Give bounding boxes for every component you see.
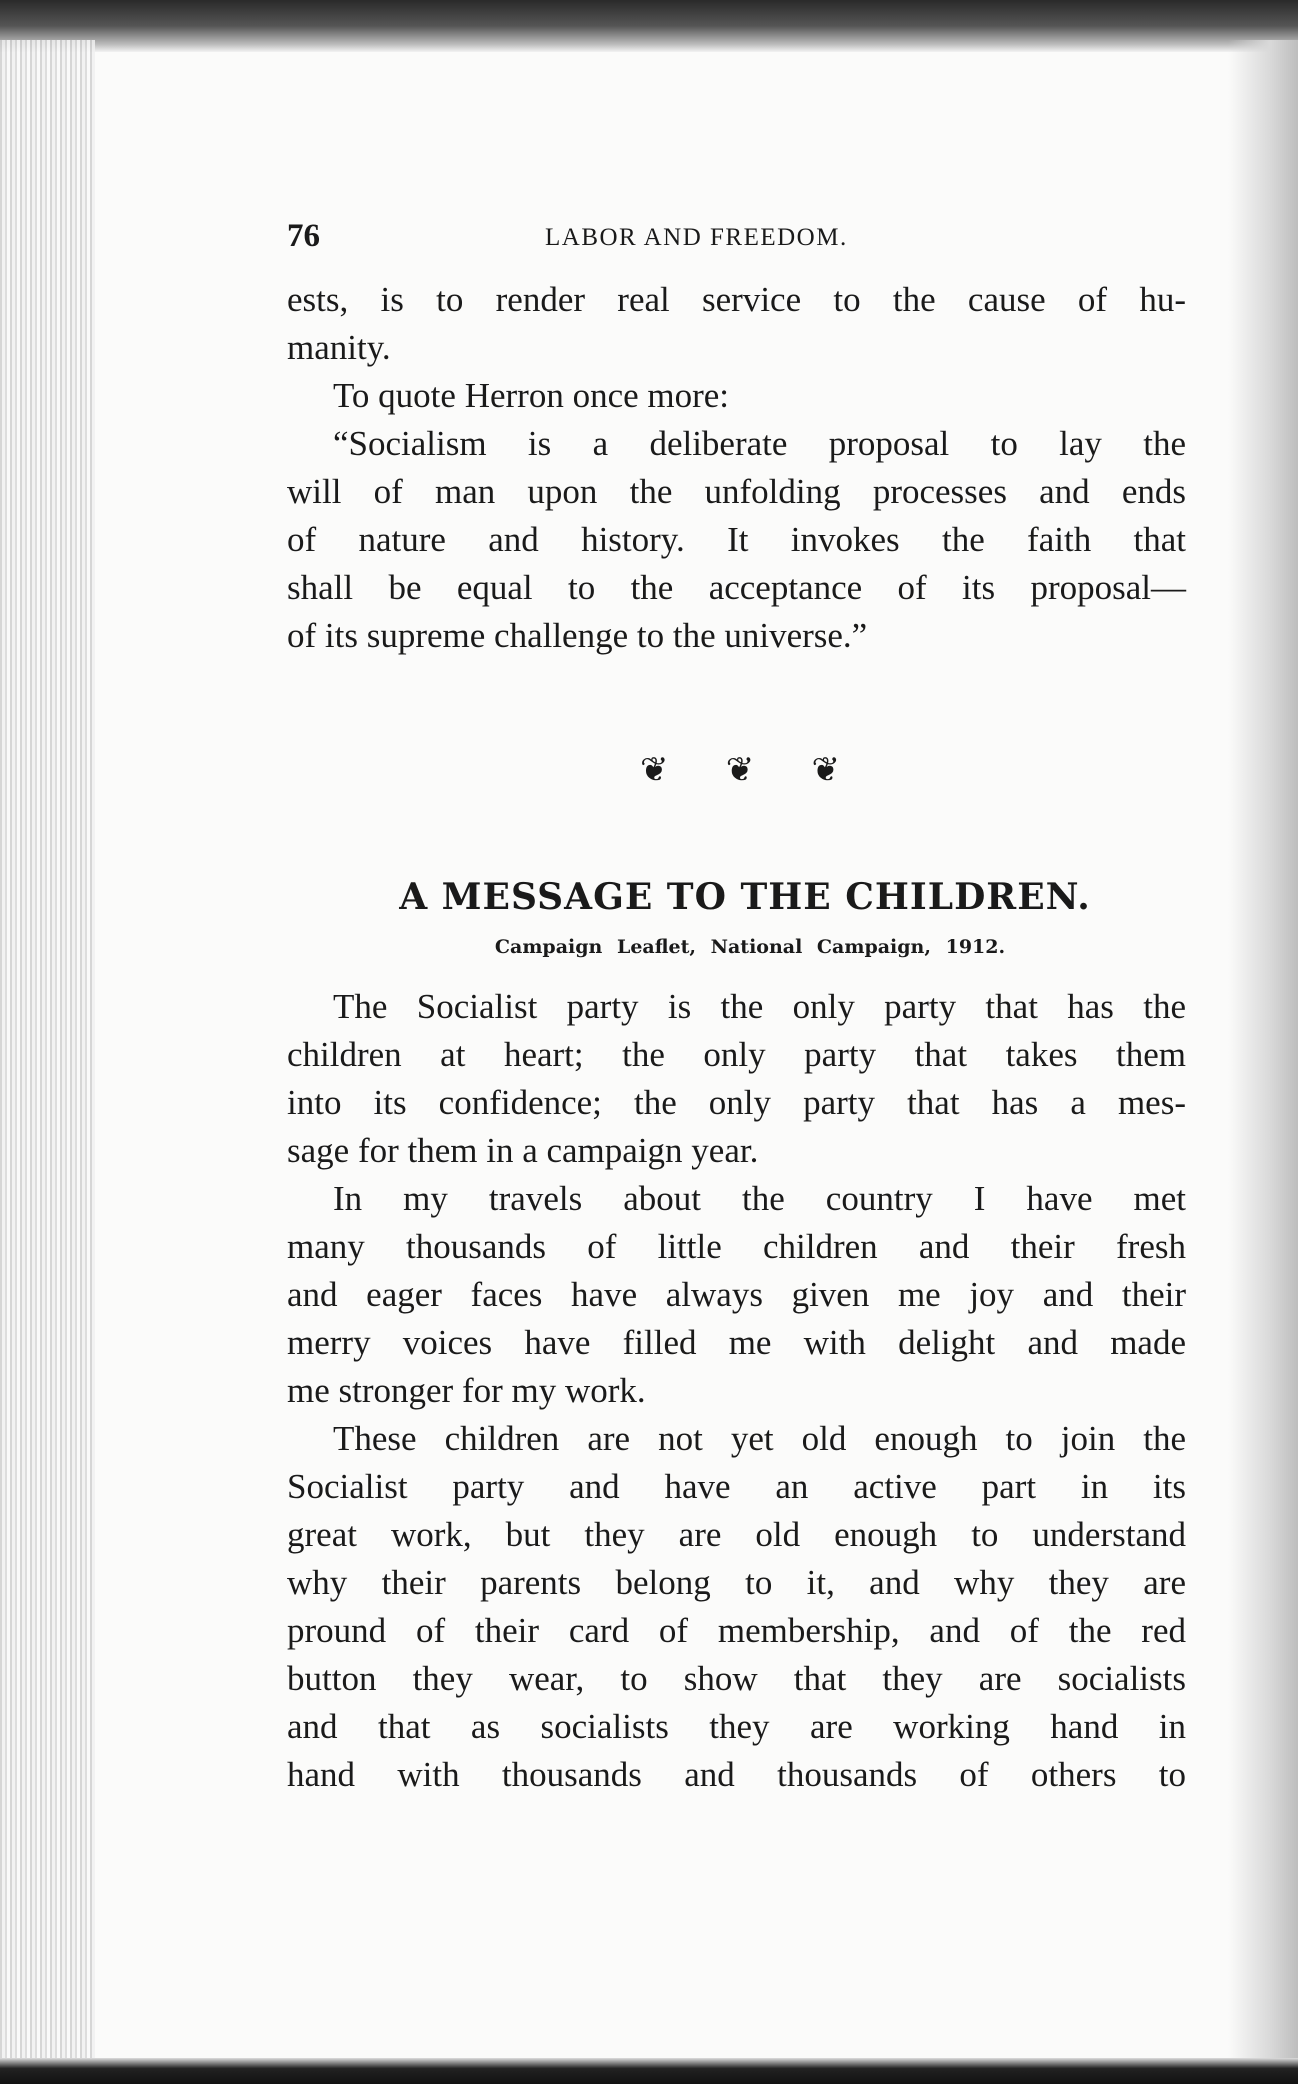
text-line: into its confidence; the only party that has a mes- [287, 1083, 1186, 1122]
text-line: of nature and history. It invokes the faith that [287, 520, 1186, 559]
running-title: LABOR AND FREEDOM. [545, 224, 848, 251]
article-body [287, 983, 1186, 1799]
article-title: A MESSAGE TO THE CHILDREN. [399, 876, 1091, 918]
fleuron-icon: ❦ [725, 750, 755, 790]
text-line: The Socialist party is the only party that has the [333, 987, 1186, 1026]
text-line: “Socialism is a deliberate proposal to lay the [333, 424, 1186, 463]
text-line: hand with thousands and thousands of others to [287, 1755, 1186, 1794]
page-number: 76 [287, 218, 320, 254]
text-line: merry voices have filled me with delight and made [287, 1323, 1186, 1362]
text-line: and that as socialists they are working hand in [287, 1707, 1186, 1746]
text-line: Socialist party and have an active part in its [287, 1467, 1186, 1506]
page-header [287, 218, 1186, 258]
text-line: children at heart; the only party that takes them [287, 1035, 1186, 1074]
text-line: ests, is to render real service to the cause of hu- [287, 280, 1186, 319]
text-line: manity. [287, 328, 391, 367]
scan-top-edge [0, 0, 1298, 52]
text-line: button they wear, to show that they are socialists [287, 1659, 1186, 1698]
text-line: will of man upon the unfolding processes and ends [287, 472, 1186, 511]
text-line: shall be equal to the acceptance of its proposal— [287, 568, 1186, 607]
page-edge-shadow [1228, 40, 1298, 2070]
text-line: These children are not yet old enough to join the [333, 1419, 1186, 1458]
text-line: pround of their card of membership, and of the red [287, 1611, 1186, 1650]
fleuron-icon: ❦ [811, 750, 840, 790]
text-line: To quote Herron once more: [333, 376, 730, 415]
quote-paragraphs [287, 276, 1186, 660]
fleuron-icon: ❦ [640, 750, 669, 790]
section-divider-ornaments [640, 750, 840, 790]
book-binding-gutter [0, 40, 95, 2070]
scan-bottom-edge [0, 2058, 1298, 2084]
text-line: why their parents belong to it, and why they are [287, 1563, 1186, 1602]
text-line: me stronger for my work. [287, 1371, 646, 1410]
text-line: great work, but they are old enough to understand [287, 1515, 1186, 1554]
text-line: many thousands of little children and their fresh [287, 1227, 1186, 1266]
article-subtitle: Campaign Leaflet, National Campaign, 1912. [494, 936, 1006, 958]
text-line: of its supreme challenge to the universe.” [287, 616, 868, 655]
text-line: sage for them in a campaign year. [287, 1131, 759, 1170]
text-line: In my travels about the country I have met [333, 1179, 1186, 1218]
text-line: and eager faces have always given me joy and their [287, 1275, 1186, 1314]
